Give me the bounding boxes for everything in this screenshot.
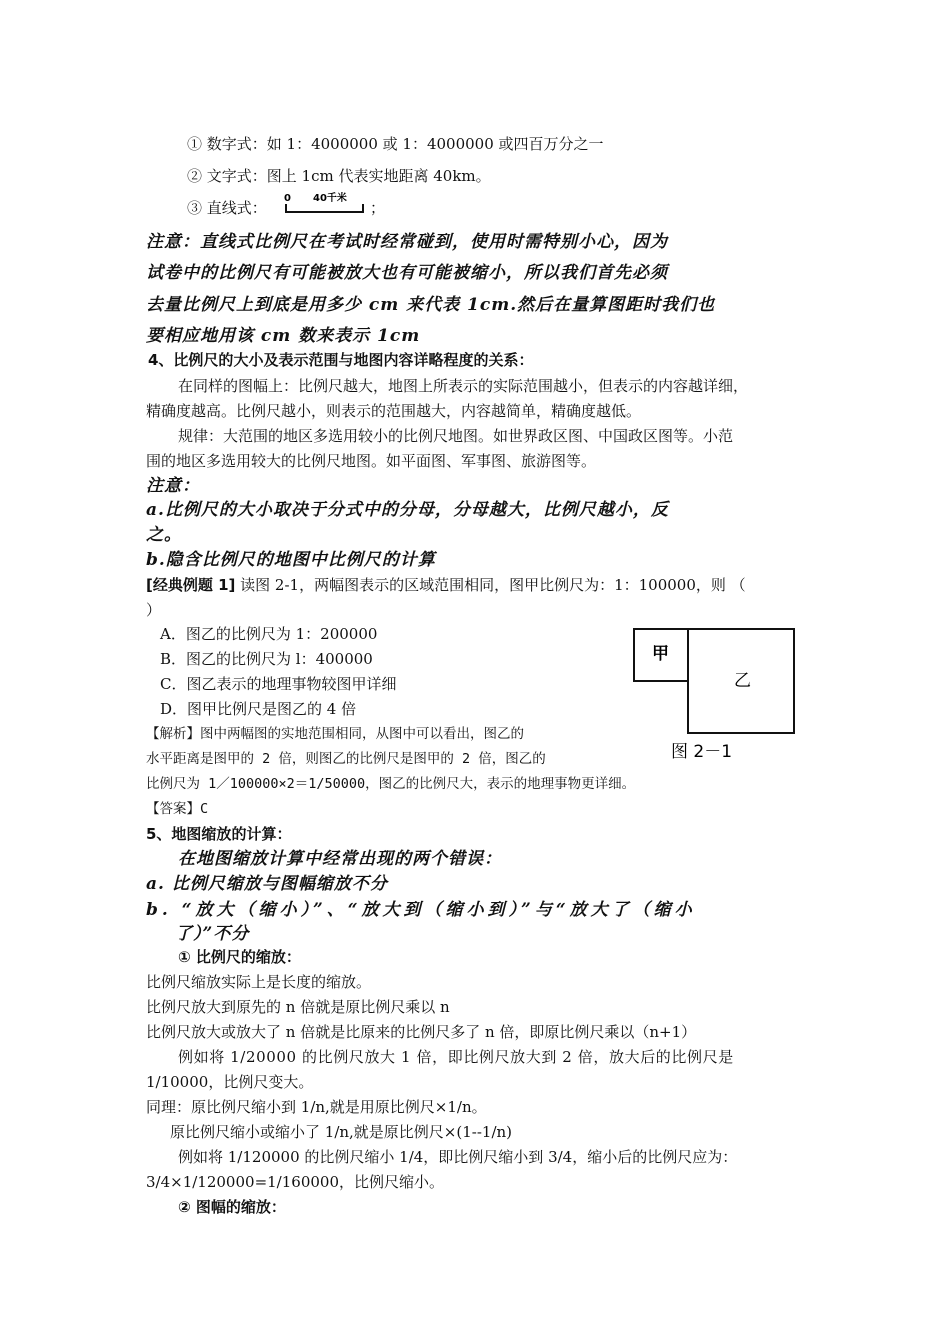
example1-line2: 1/10000，比例尺变大。: [146, 1073, 314, 1091]
example-question-end: ）: [146, 601, 162, 619]
example-question: 读图 2-1，两幅图表示的区域范围相同，图甲比例尺为：1：100000，则 （: [240, 576, 746, 594]
line-form-label: ③ 直线式：: [187, 199, 267, 217]
linear-scale-bar: [283, 192, 375, 216]
answer-line: 【答案】C: [146, 801, 209, 817]
note1-line-3: 去量比例尺上到底是用多少 cm 来代表 1cm.然后在量算图距时我们也: [146, 295, 716, 315]
scalebar-zero-label: 0: [284, 193, 291, 204]
line-form-suffix: ；: [370, 199, 386, 217]
example-question-line: [146, 575, 746, 595]
section4-para2-line2: 围的地区多选用较大的比例尺地图。如平面图、军事图、旅游图等。: [146, 452, 597, 470]
example1-line1: 例如将 1/20000 的比例尺放大 1 倍，即比例尺放大到 2 倍，放大后的比例尺是: [178, 1048, 734, 1066]
shrink-rule-line: 原比例尺缩小或缩小了 1/n,就是原比例尺×(1--1/n): [170, 1123, 513, 1141]
figure-2-1: [633, 626, 803, 766]
section4-para2-line1: 规律：大范围的地区多选用较小的比例尺地图。如世界政区图、中国政区图等。小范: [178, 427, 734, 445]
same-rule-line: 同理：原比例尺缩小到 1/n,就是用原比例尺×1/n。: [146, 1098, 487, 1116]
analysis-line-3: 比例尺为 1／100000×2＝1/50000，图乙的比例尺大，表示的地理事物更详细。: [146, 776, 636, 792]
note2-title: 注意：: [146, 476, 200, 496]
rule-line-2: 比例尺放大到原先的 n 倍就是原比例尺乘以 n: [146, 998, 450, 1016]
sub2-heading: ② 图幅的缩放：: [178, 1198, 286, 1216]
option-b: B．图乙的比例尺为 l：400000: [160, 650, 373, 668]
sub1-heading: ① 比例尺的缩放：: [178, 948, 301, 966]
scalebar-distance-label: 40千米: [313, 193, 347, 204]
text-form-line: ② 文字式：图上 1cm 代表实地距离 40km。: [187, 167, 491, 185]
scalebar-line: [286, 204, 363, 212]
note1-line-1: 注意：直线式比例尺在考试时经常碰到，使用时需特别小心，因为: [146, 232, 668, 252]
analysis-line-1: 【解析】图中两幅图的实地范围相同，从图中可以看出，图乙的: [146, 726, 524, 742]
figure-caption: 图 2－1: [671, 742, 733, 762]
note2-b: b.隐含比例尺的地图中比例尺的计算: [146, 550, 436, 570]
error-b-line2: 了）”不分: [175, 924, 250, 944]
error-a: a. 比例尺缩放与图幅缩放不分: [146, 874, 388, 894]
error-b-line1: b. “放大（缩小）”、“放大到（缩小到）”与“放大了（缩小: [146, 900, 696, 920]
map-yi-label: 乙: [734, 671, 751, 691]
option-c: C．图乙表示的地理事物较图甲详细: [160, 675, 397, 693]
section4-para1-line2: 精确度越高。比例尺越小，则表示的范围越大，内容越简单，精确度越低。: [146, 402, 642, 420]
example2-line2: 3/4×1/120000=1/160000，比例尺缩小。: [146, 1173, 444, 1191]
option-d: D．图甲比例尺是图乙的 4 倍: [160, 700, 357, 718]
example-label: [经典例题 1]: [146, 576, 236, 594]
example2-line1: 例如将 1/120000 的比例尺缩小 1/4，即比例尺缩小到 3/4，缩小后的比例尺应为：: [178, 1148, 738, 1166]
analysis-line-2: 水平距离是图甲的 2 倍，则图乙的比例尺是图甲的 2 倍，图乙的: [146, 751, 546, 767]
note2-a-line2: 之。: [146, 525, 182, 545]
note2-a-line1: a.比例尺的大小取决于分式中的分母，分母越大，比例尺越小，反: [146, 500, 669, 520]
map-jia-label: 甲: [652, 644, 669, 664]
numeric-form-line: ① 数字式：如 1：4000000 或 1：4000000 或四百万分之一: [187, 135, 604, 153]
section4-heading: 4、比例尺的大小及表示范围与地图内容详略程度的关系：: [148, 351, 534, 369]
option-a: A．图乙的比例尺为 1：200000: [160, 625, 378, 643]
section5-heading: 5、地图缩放的计算：: [146, 825, 292, 843]
note1-line-4: 要相应地用该 cm 数来表示 1cm: [146, 326, 421, 346]
rule-line-3: 比例尺放大或放大了 n 倍就是比原来的比例尺多了 n 倍，即原比例尺乘以（n+1）: [146, 1023, 697, 1041]
section4-para1-line1: 在同样的图幅上：比例尺越大，地图上所表示的实际范围越小，但表示的内容越详细，: [178, 377, 749, 395]
note1-line-2: 试卷中的比例尺有可能被放大也有可能被缩小，所以我们首先必须: [146, 263, 668, 283]
errors-title: 在地图缩放计算中经常出现的两个错误：: [178, 849, 502, 869]
rule-line-1: 比例尺缩放实际上是长度的缩放。: [146, 973, 372, 991]
